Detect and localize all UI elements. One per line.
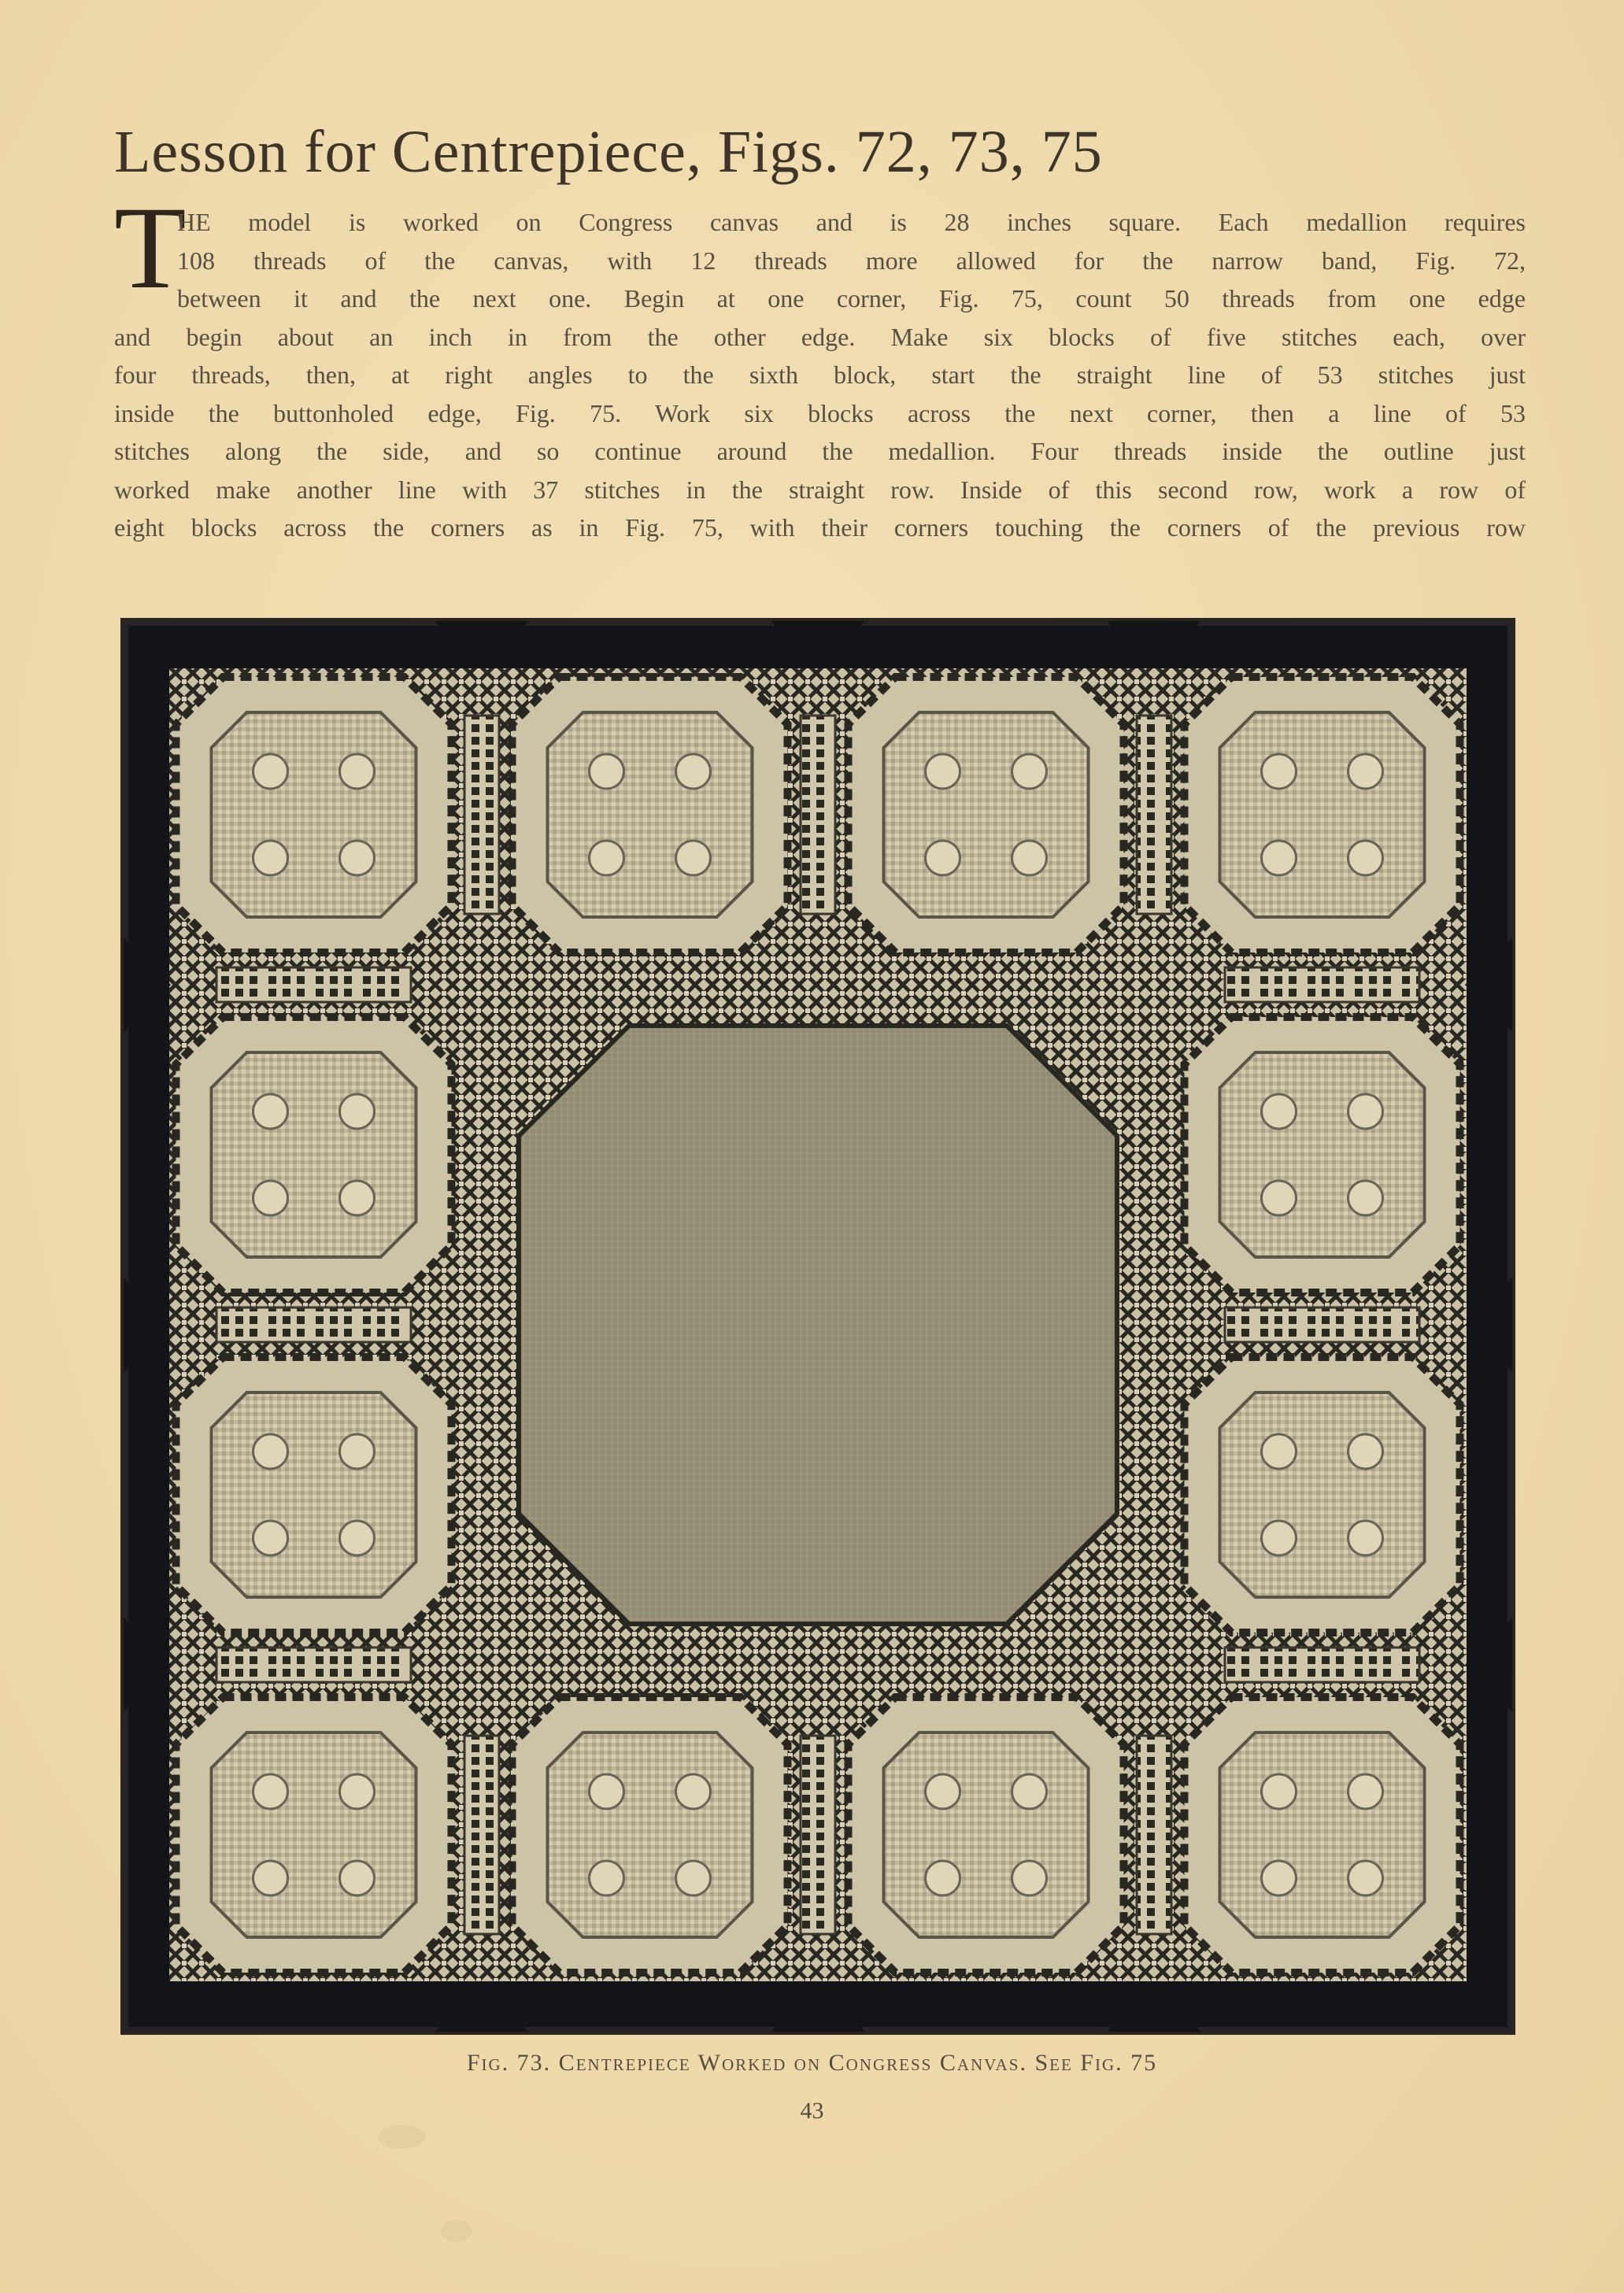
flower-motif (1012, 1774, 1047, 1809)
flower-motif (253, 1774, 288, 1809)
figure-caption: Fig. 73. Centrepiece Worked on Congress Canvas. See Fig. 75 (466, 2050, 1158, 2076)
flower-motif (1012, 754, 1047, 789)
medallion-infill (884, 712, 1089, 917)
medallion-infill (1220, 1392, 1425, 1597)
page-number: 43 (800, 2098, 824, 2124)
medallion-infill (884, 1733, 1089, 1937)
medallion-infill (212, 712, 416, 917)
flower-motif (676, 1861, 711, 1895)
flower-motif (1262, 1434, 1297, 1469)
paragraph-line: and begin about an inch in from the other edge. Make six blocks of five stitches each, over (114, 322, 1526, 351)
medallion-infill (548, 1733, 753, 1937)
edge-notch (1107, 621, 1201, 668)
lace-centrepiece-illustration (124, 621, 1512, 2032)
flower-motif (1262, 841, 1297, 875)
paragraph-line: inside the buttonholed edge, Fig. 75. Work six blocks across the next corner, then a line of 53 (114, 398, 1526, 427)
narrow-band (216, 967, 411, 1002)
narrow-band (1137, 716, 1171, 914)
flower-motif (926, 1774, 960, 1809)
flower-motif (1348, 1774, 1383, 1809)
flower-motif (926, 841, 960, 875)
medallion-infill (212, 1052, 416, 1257)
edge-notch (435, 621, 529, 668)
flower-motif (590, 754, 624, 789)
flower-motif (676, 754, 711, 789)
edge-notch (771, 621, 865, 668)
flower-motif (253, 1434, 288, 1469)
flower-motif (676, 1774, 711, 1809)
edge-notch (124, 1618, 171, 1712)
flower-motif (1348, 1094, 1383, 1129)
flower-motif (340, 1521, 375, 1555)
paragraph-line: eight blocks across the corners as in Fig. 75, with their corners touching the corners of the previous row (114, 513, 1526, 542)
paragraph-line: four threads, then, at right angles to the sixth block, start the straight line of 53 stitches just (114, 361, 1526, 389)
flower-motif (1348, 1434, 1383, 1469)
flower-motif (1262, 1181, 1297, 1215)
linen-centre (519, 1026, 1117, 1624)
flower-motif (340, 1434, 375, 1469)
medallion-infill (1220, 712, 1425, 917)
flower-motif (253, 1181, 288, 1215)
narrow-band (216, 1648, 411, 1682)
flower-motif (253, 754, 288, 789)
flower-motif (1262, 1774, 1297, 1809)
edge-notch (1465, 1278, 1512, 1372)
flower-motif (340, 1094, 375, 1129)
drop-cap: T (114, 183, 187, 313)
narrow-band (464, 716, 499, 914)
flower-motif (253, 1861, 288, 1895)
flower-motif (1012, 1861, 1047, 1895)
edge-notch (771, 1984, 865, 2032)
medallion-infill (212, 1392, 416, 1597)
flower-motif (1348, 841, 1383, 875)
flower-motif (253, 1521, 288, 1555)
narrow-band (1225, 1648, 1419, 1682)
flower-motif (253, 841, 288, 875)
narrow-band (801, 716, 835, 914)
edge-notch (435, 1984, 529, 2032)
flower-motif (590, 1774, 624, 1809)
flower-motif (340, 1861, 375, 1895)
body-paragraph (114, 203, 1526, 547)
flower-motif (676, 841, 711, 875)
flower-motif (340, 1774, 375, 1809)
edge-notch (1465, 1618, 1512, 1712)
medallion-infill (548, 712, 753, 917)
paragraph-line: worked make another line with 37 stitches in the straight row. Inside of this second row, work a row of (114, 475, 1526, 504)
flower-motif (1348, 754, 1383, 789)
flower-motif (1348, 1861, 1383, 1895)
medallion-infill (212, 1733, 416, 1937)
flower-motif (340, 754, 375, 789)
edge-notch (124, 938, 171, 1032)
narrow-band (1137, 1736, 1171, 1934)
flower-motif (1262, 1521, 1297, 1555)
edge-notch (1465, 938, 1512, 1032)
narrow-band (464, 1736, 499, 1934)
flower-motif (1348, 1181, 1383, 1215)
flower-motif (1262, 1861, 1297, 1895)
page-title: Lesson for Centrepiece, Figs. 72, 73, 75 (114, 119, 1103, 185)
flower-motif (1012, 841, 1047, 875)
flower-motif (1262, 754, 1297, 789)
flower-motif (340, 841, 375, 875)
narrow-band (1225, 967, 1419, 1002)
edge-notch (1107, 1984, 1201, 2032)
flower-motif (926, 1861, 960, 1895)
paragraph-line: between it and the next one. Begin at one corner, Fig. 75, count 50 threads from one edge (177, 284, 1526, 313)
flower-motif (590, 1861, 624, 1895)
paragraph-line: stitches along the side, and so continue around the medallion. Four threads inside the outline just (114, 437, 1526, 465)
narrow-band (801, 1736, 835, 1934)
flower-motif (253, 1094, 288, 1129)
flower-motif (340, 1181, 375, 1215)
paper-stain (441, 2220, 472, 2242)
medallion-infill (1220, 1052, 1425, 1257)
paragraph-line: HE model is worked on Congress canvas and is 28 inches square. Each medallion requires (177, 208, 1526, 236)
centrepiece-photo (120, 618, 1515, 2035)
narrow-band (216, 1307, 411, 1342)
paper-stain (378, 2125, 425, 2149)
flower-motif (1262, 1094, 1297, 1129)
paragraph-line: 108 threads of the canvas, with 12 threads more allowed for the narrow band, Fig. 72, (177, 246, 1526, 275)
narrow-band (1225, 1307, 1419, 1342)
edge-notch (124, 1278, 171, 1372)
medallion-infill (1220, 1733, 1425, 1937)
flower-motif (926, 754, 960, 789)
flower-motif (590, 841, 624, 875)
flower-motif (1348, 1521, 1383, 1555)
